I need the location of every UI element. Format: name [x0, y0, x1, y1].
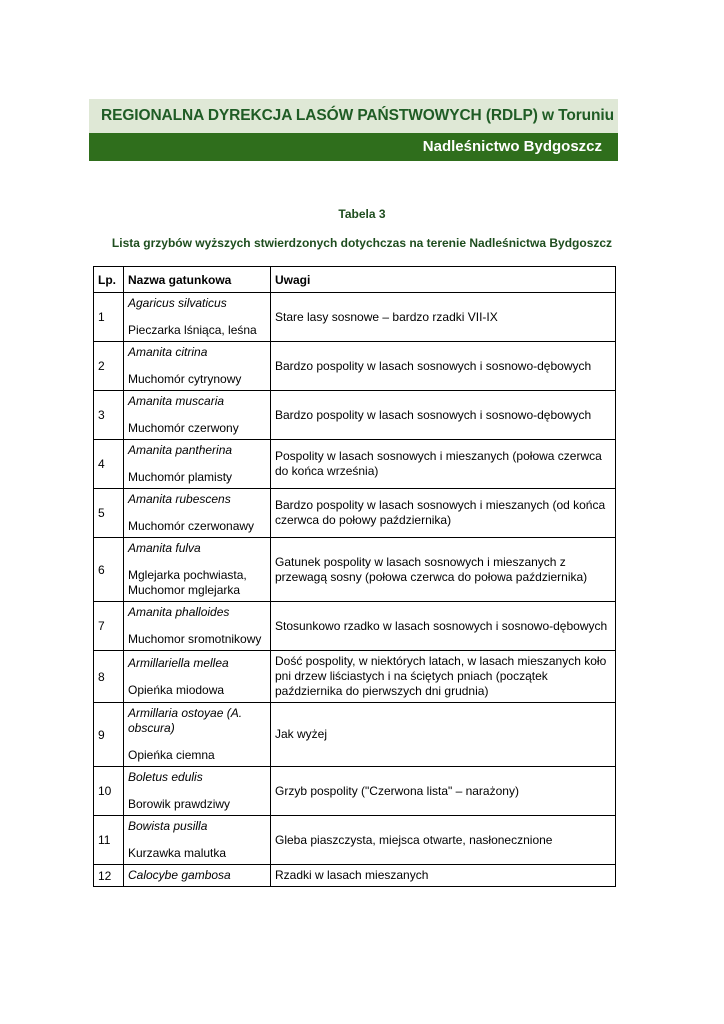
latin-name: Armillariella mellea: [128, 655, 229, 670]
species-name-cell: [124, 602, 271, 651]
species-name-cell: [124, 767, 271, 816]
species-note: Dość pospolity, w niektórych latach, w lasach mieszanych koło pni drzew liściastych i na ściętych pniach (początek października do pierwszych dni grudnia): [271, 651, 616, 703]
species-note: Pospolity w lasach sosnowych i mieszanych (połowa czerwca do końca września): [271, 440, 616, 489]
latin-name: Boletus edulis: [128, 770, 203, 784]
species-note: Stare lasy sosnowe – bardzo rzadki VII-IX: [271, 293, 616, 342]
species-name-cell: [124, 703, 271, 767]
organization-name: REGIONALNA DYREKCJA LASÓW PAŃSTWOWYCH (RDLP) w Toruniu: [89, 99, 618, 133]
latin-name: Amanita muscaria: [128, 394, 225, 408]
table-row: [94, 602, 616, 651]
row-number: 9: [94, 703, 124, 767]
species-note: Bardzo pospolity w lasach sosnowych i sosnowo-dębowych: [271, 342, 616, 391]
common-name: Muchomór czerwony: [128, 421, 239, 435]
common-name: Borowik prawdziwy: [128, 797, 231, 811]
species-note: Jak wyżej: [271, 703, 616, 767]
species-note: Stosunkowo rzadko w lasach sosnowych i sosnowo-dębowych: [271, 602, 616, 651]
row-number: 2: [94, 342, 124, 391]
species-name-cell: [124, 865, 271, 887]
table-row: [94, 293, 616, 342]
latin-name: Amanita citrina: [128, 345, 208, 359]
species-note: Gleba piaszczysta, miejsca otwarte, nasłonecznione: [271, 816, 616, 865]
species-name-cell: [124, 651, 271, 703]
row-number: 3: [94, 391, 124, 440]
species-name-cell: [124, 391, 271, 440]
common-name: Opieńka miodowa: [128, 682, 225, 697]
row-number: 5: [94, 489, 124, 538]
table-row: [94, 391, 616, 440]
species-name-cell: [124, 440, 271, 489]
common-name: Muchomor sromotnikowy: [128, 632, 262, 646]
column-header-notes: Uwagi: [271, 267, 616, 293]
common-name: Mglejarka pochwiasta, Muchomor mglejarka: [128, 568, 247, 597]
species-note: Bardzo pospolity w lasach sosnowych i mieszanych (od końca czerwca do połowy października): [271, 489, 616, 538]
common-name: Opieńka ciemna: [128, 748, 215, 762]
row-number: 4: [94, 440, 124, 489]
header-banner: [89, 99, 618, 161]
table-row: [94, 816, 616, 865]
common-name: Kurzawka malutka: [128, 846, 227, 860]
row-number: 1: [94, 293, 124, 342]
table-row: [94, 703, 616, 767]
species-note: Gatunek pospolity w lasach sosnowych i mieszanych z przewagą sosny (połowa czerwca do połowa października): [271, 538, 616, 602]
table-label: Tabela 3: [338, 207, 386, 221]
row-number: 10: [94, 767, 124, 816]
latin-name: Armillaria ostoyae (A. obscura): [128, 706, 243, 735]
table-row: [94, 538, 616, 602]
table-row: [94, 767, 616, 816]
table-title: Lista grzybów wyższych stwierdzonych dotychczas na terenie Nadleśnictwa Bydgoszcz: [111, 236, 613, 250]
column-header-name: Nazwa gatunkowa: [124, 267, 271, 293]
table-row: [94, 865, 616, 887]
row-number: 11: [94, 816, 124, 865]
species-note: Rzadki w lasach mieszanych: [271, 865, 616, 887]
common-name: Muchomór cytrynowy: [128, 372, 242, 386]
latin-name: Amanita rubescens: [128, 492, 231, 506]
table-header-row: [94, 267, 616, 293]
row-number: 6: [94, 538, 124, 602]
species-table: [93, 266, 616, 887]
latin-name: Amanita phalloides: [128, 605, 230, 619]
table-row: [94, 342, 616, 391]
species-name-cell: [124, 342, 271, 391]
species-note: Bardzo pospolity w lasach sosnowych i sosnowo-dębowych: [271, 391, 616, 440]
species-name-cell: [124, 816, 271, 865]
latin-name: Agaricus silvaticus: [128, 296, 227, 310]
row-number: 8: [94, 651, 124, 703]
district-name: Nadleśnictwo Bydgoszcz: [89, 133, 618, 161]
latin-name: Bowista pusilla: [128, 819, 208, 833]
latin-name: Amanita fulva: [128, 541, 201, 555]
species-name-cell: [124, 538, 271, 602]
common-name: Muchomór plamisty: [128, 470, 233, 484]
species-name-cell: [124, 489, 271, 538]
table-row: [94, 651, 616, 703]
table-row: [94, 489, 616, 538]
row-number: 7: [94, 602, 124, 651]
latin-name: Amanita pantherina: [128, 443, 233, 457]
table-row: [94, 440, 616, 489]
common-name: Pieczarka lśniąca, leśna: [128, 323, 257, 337]
latin-name: Calocybe gambosa: [128, 868, 231, 882]
species-note: Grzyb pospolity ("Czerwona lista" – narażony): [271, 767, 616, 816]
column-header-no: Lp.: [94, 267, 124, 293]
row-number: 12: [94, 865, 124, 887]
species-name-cell: [124, 293, 271, 342]
common-name: Muchomór czerwonawy: [128, 519, 255, 533]
